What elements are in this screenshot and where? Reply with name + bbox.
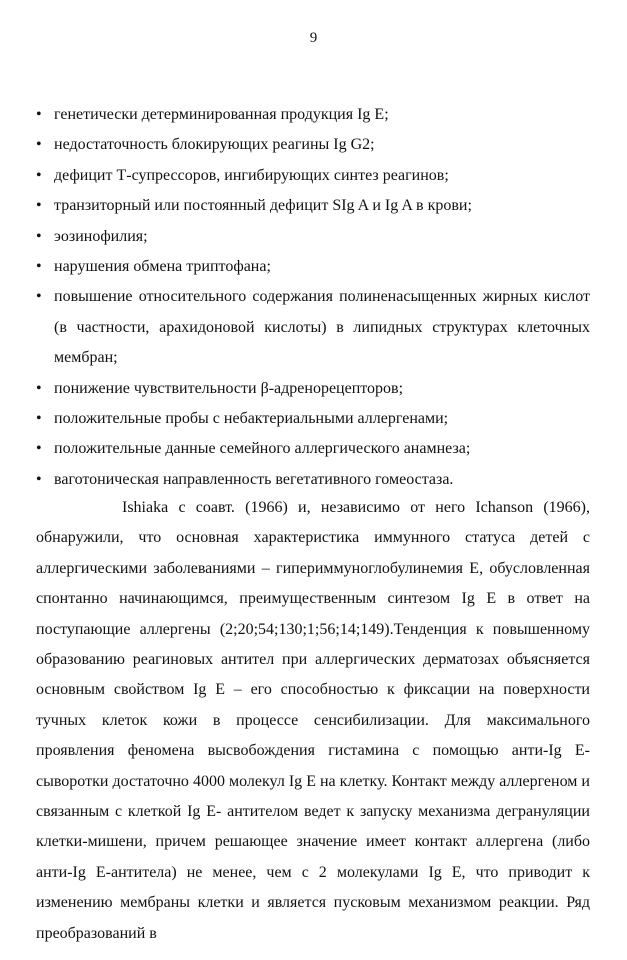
list-item-text: эозинофилия; <box>54 227 148 245</box>
bullet-icon: • <box>36 258 42 276</box>
list-item <box>36 222 590 252</box>
list-item-text: дефицит Т-супрессоров, ингибирующих синтез реагинов; <box>54 166 449 184</box>
page-number: 9 <box>309 30 318 46</box>
bullet-icon: • <box>36 227 42 245</box>
list-item-text: нарушения обмена триптофана; <box>54 258 271 276</box>
list-item <box>36 130 590 160</box>
list-item-text: положительные пробы с небактериальными аллергенами; <box>54 410 449 428</box>
bullet-icon: • <box>36 440 42 458</box>
list-item-text: ваготоническая направленность вегетативного гомеостаза. <box>54 470 454 488</box>
list-item-text: понижение чувствительности β-адренорецепторов; <box>54 379 404 397</box>
list-item-text: положительные данные семейного аллергического анамнеза; <box>54 440 471 458</box>
bullet-icon: • <box>36 106 42 123</box>
list-item <box>36 282 590 373</box>
list-item <box>36 434 590 464</box>
bullet-icon: • <box>36 197 42 215</box>
bullet-icon: • <box>36 166 42 184</box>
bullet-icon: • <box>36 410 42 428</box>
bullet-icon: • <box>36 288 42 306</box>
list-item <box>36 191 590 221</box>
list-item-text: недостаточность блокирующих реагины Ig G2; <box>54 136 375 154</box>
list-item-text: транзиторный или постоянный дефицит SIg A и Ig A в крови; <box>54 197 472 215</box>
list-item <box>36 252 590 282</box>
bullet-icon: • <box>36 379 42 397</box>
list-item-text: генетически детерминированная продукция Ig E; <box>54 106 389 123</box>
list-item <box>36 374 590 404</box>
body-paragraph: Ishiaka с соавт. (1966) и, независимо от него Ichanson (1966), обнаружили, что основная характеристика иммунного статуса детей с аллергическими заболеваниями – гипериммуноглобулинемия Е, обусловленная спонтанно начинающимся, преимущественным синтезом Ig E в ответ на поступающие аллергены (2;20;54;130;1;56;14;149).Тенденция к повышенному образованию реагиновых антител при аллергических дерматозах объясняется основным свойством Ig E – его способностью к фиксации на поверхности тучных клеток кожи в процессе сенсибилизации. Для максимального проявления феномена высвобождения гистамина с помощью анти-Ig E-сыворотки достаточно 4000 молекул Ig E на клетку. Контакт между аллергеном и связанным с клеткой Ig E- антителом ведет к запуску механизма дегрануляции клетки-мишени, причем решающее значение имеет контакт аллергена (либо анти-Ig E-антитела) не менее, чем с 2 молекулами Ig E, что приводит к изменению мембраны клетки и является пусковым механизмом реакции. Ряд преобразований в <box>36 499 590 942</box>
list-item <box>36 161 590 191</box>
risk-factor-list <box>36 100 590 495</box>
list-item-text: повышение относительного содержания полиненасыщенных жирных кислот (в частности, арахидоновой кислоты) в липидных структурах клеточных мембран; <box>54 288 590 367</box>
bullet-icon: • <box>36 470 42 488</box>
list-item <box>36 100 590 130</box>
bullet-icon: • <box>36 136 42 154</box>
list-item <box>36 465 590 495</box>
list-item <box>36 404 590 434</box>
